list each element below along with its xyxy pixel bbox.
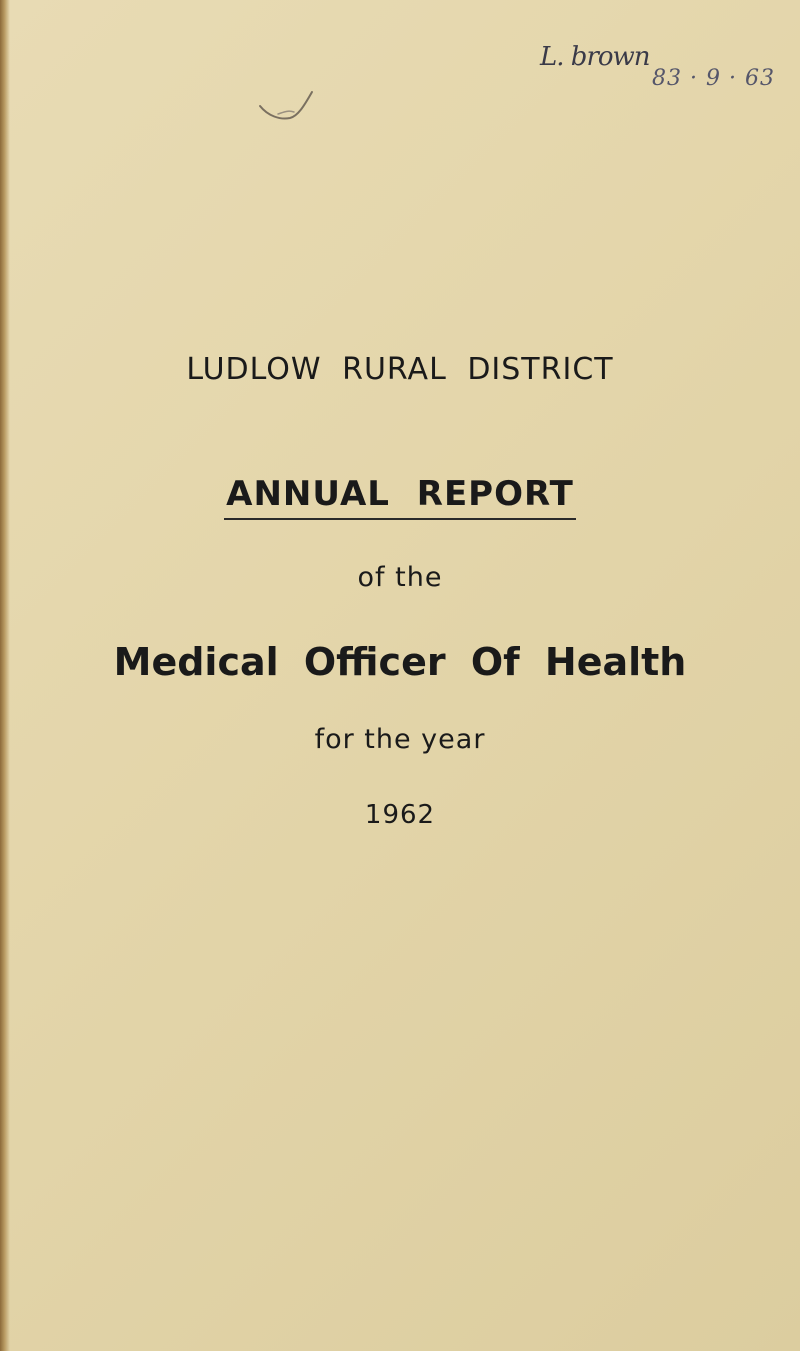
report-year: 1962: [364, 800, 436, 830]
officer-title: Medical Officer Of Health: [113, 640, 687, 684]
report-title-block: [0, 474, 800, 520]
pencil-tick-icon: [258, 88, 318, 128]
district-heading: LUDLOW RURAL DISTRICT: [186, 352, 614, 387]
handwritten-catalog-number: 83 · 9 · 63: [652, 66, 775, 91]
handwritten-annotation: L. brown: [540, 42, 650, 72]
of-the-text: of the: [357, 562, 443, 593]
for-the-year-text: for the year: [314, 724, 486, 755]
report-title: ANNUAL REPORT: [224, 474, 576, 520]
